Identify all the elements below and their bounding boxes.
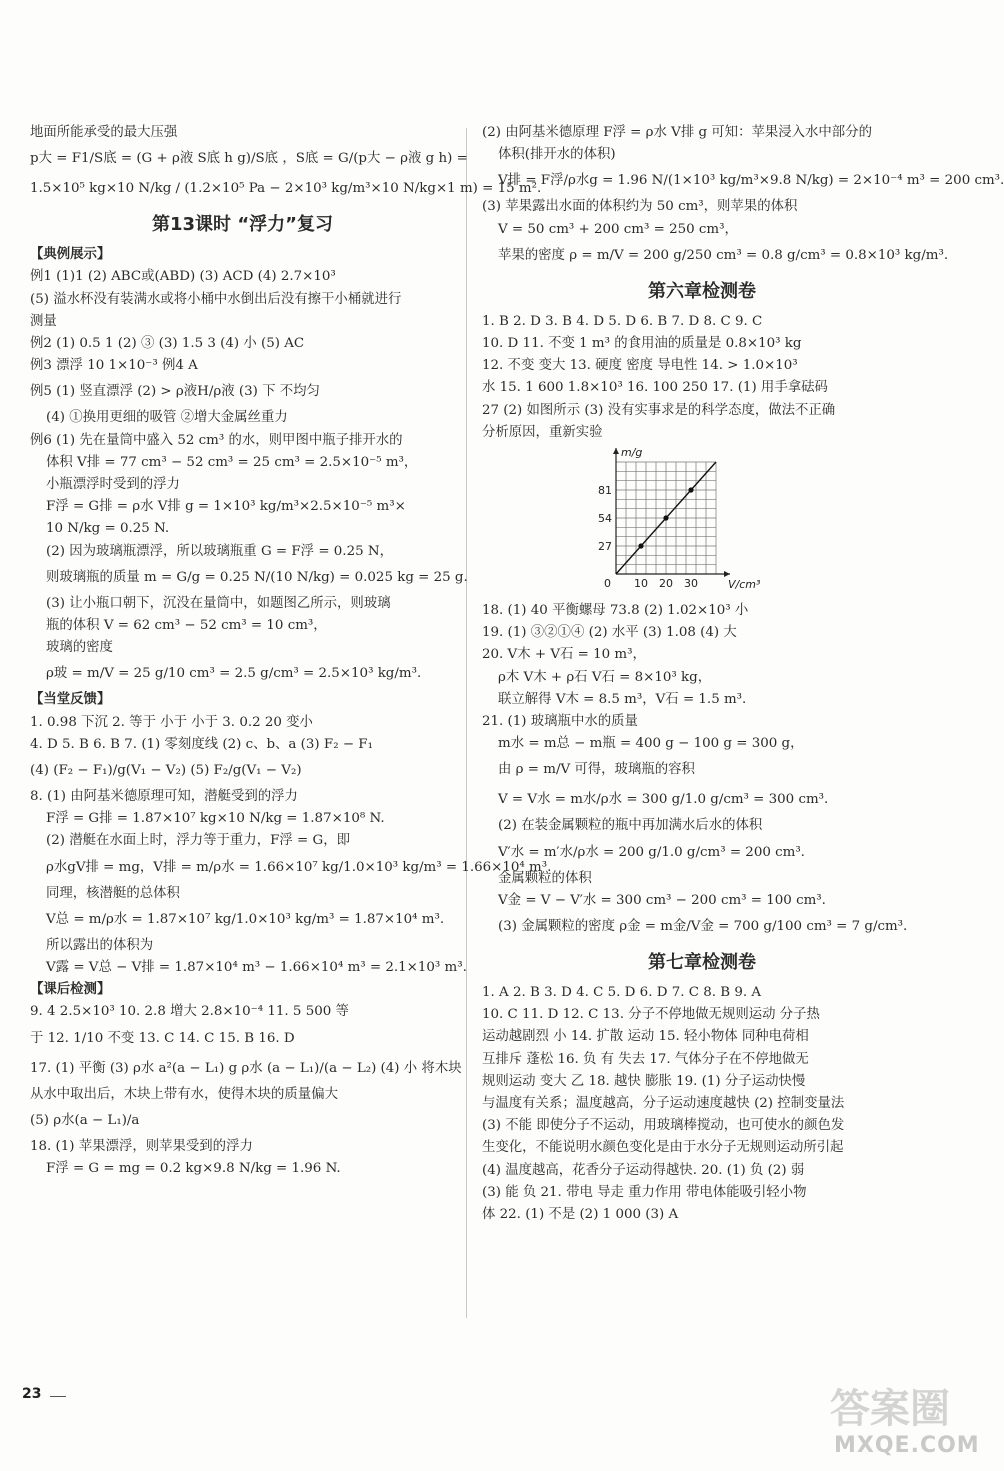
ch6-line: 10. D 11. 不变 1 m³ 的食用油的质量是 0.8×10³ kg — [482, 336, 802, 352]
ch6-line: 27 (2) 如图所示 (3) 没有实事求是的科学态度，做法不正确 — [482, 402, 836, 418]
ch7-line: 与温度有关系；温度越高，分子运动速度越快 (2) 控制变量法 — [482, 1096, 845, 1112]
after-line: (5) ρ水(a − L₁)/a — [30, 1112, 140, 1128]
ch7-line: (3) 能 负 21. 带电 导走 重力作用 带电体能吸引轻小物 — [482, 1184, 807, 1200]
ch6-line: V′水 = m′水/ρ水 = 200 g/1.0 g/cm³ = 200 cm³. — [498, 844, 805, 860]
ch7-line: 1. A 2. B 3. D 4. C 5. D 6. D 7. C 8. B 9. A — [482, 985, 762, 1001]
ch6-line: 分析原因，重新实验 — [482, 424, 603, 440]
feedback-line: F浮 = G排 = 1.87×10⁷ kg×10 N/kg = 1.87×10⁸ N. — [46, 811, 385, 827]
example-line: 体积 V排 = 77 cm³ − 52 cm³ = 25 cm³ = 2.5×10⁻⁵ m³， — [46, 454, 418, 470]
intro-line-1: 地面所能承受的最大压强 — [30, 125, 178, 140]
apple-line: (3) 苹果露出水面的体积约为 50 cm³，则苹果的体积 — [482, 199, 798, 215]
ch6-line: m水 = m总 − m瓶 = 400 g − 100 g = 300 g， — [498, 736, 804, 752]
origin-label: 0 — [604, 577, 611, 591]
ch6-line: V = V水 = m水/ρ水 = 300 g/1.0 g/cm³ = 300 cm³. — [498, 792, 829, 808]
data-point — [688, 487, 693, 492]
ch7-line: 运动越剧烈 小 14. 扩散 运动 15. 轻小物体 同种电荷相 — [482, 1029, 809, 1045]
feedback-line: 1. 0.98 下沉 2. 等于 小于 小于 3. 0.2 20 变小 — [30, 714, 313, 730]
apple-line: (2) 由阿基米德原理 F浮 = ρ水 V排 g 可知：苹果浸入水中部分的 — [482, 125, 872, 140]
ch7-line: 互排斥 蓬松 16. 负 有 失去 17. 气体分子在不停地做无 — [482, 1051, 809, 1067]
example-line: 10 N/kg = 0.25 N. — [46, 521, 170, 537]
ch6-line: 20. V木 + V石 = 10 m³， — [482, 647, 646, 663]
example-line: (3) 让小瓶口朝下，沉没在量筒中，如题图乙所示，则玻璃 — [46, 595, 391, 611]
after-line: 从水中取出后，木块上带有水，使得木块的质量偏大 — [30, 1086, 338, 1102]
watermark-chars: 答案圈 — [830, 1386, 950, 1432]
x-tick-label: 20 — [659, 577, 673, 591]
x-axis-label: V/cm³ — [728, 578, 761, 592]
page-number-rule — [50, 1396, 66, 1397]
apple-line: 苹果的密度 ρ = m/V = 200 g/250 cm³ = 0.8 g/cm³ = 0.8×10³ kg/m³. — [498, 247, 949, 263]
example-line: (2) 因为玻璃瓶漂浮，所以玻璃瓶重 G = F浮 = 0.25 N， — [46, 543, 393, 559]
section-examples: 【典例展示】 — [30, 247, 111, 263]
ch6-line: 联立解得 V木 = 8.5 m³，V石 = 1.5 m³. — [498, 691, 747, 707]
ch6-line: 金属颗粒的体积 — [498, 870, 592, 886]
example-line: ρ玻 = m/V = 25 g/10 cm³ = 2.5 g/cm³ = 2.5×10³ kg/m³. — [46, 666, 422, 682]
section-feedback: 【当堂反馈】 — [30, 692, 111, 708]
feedback-line: V总 = m/ρ水 = 1.87×10⁷ kg/1.0×10³ kg/m³ = 1.87×10⁴ m³. — [46, 911, 445, 927]
after-line: 17. (1) 平衡 (3) ρ水 a²(a − L₁) g ρ水 (a − L₁)/(a − L₂) (4) 小 将木块 — [30, 1060, 462, 1076]
after-line: 于 12. 1/10 不变 13. C 14. C 15. B 16. D — [30, 1030, 295, 1046]
ch6-line: (2) 在装金属颗粒的瓶中再加满水后水的体积 — [498, 818, 763, 834]
example-line: 小瓶漂浮时受到的浮力 — [46, 477, 180, 493]
example-line: F浮 = G排 = ρ水 V排 g = 1×10³ kg/m³×2.5×10⁻⁵ m³× — [46, 499, 406, 515]
ch6-line: 12. 不变 变大 13. 硬度 密度 导电性 14. > 1.0×10³ — [482, 358, 798, 374]
example-line: 例5 (1) 竖直漂浮 (2) > ρ液H/ρ液 (3) 下 不均匀 — [30, 384, 320, 400]
example-line: (4) ①换用更细的吸管 ②增大金属丝重力 — [46, 410, 288, 426]
ch7-line: (4) 温度越高，花香分子运动得越快. 20. (1) 负 (2) 弱 — [482, 1162, 805, 1178]
intro-line-3: 1.5×10⁵ kg×10 N/kg / (1.2×10⁵ Pa − 2×10³ kg/m³×10 N/kg×1 m) = 15 m². — [30, 181, 542, 197]
section-after-class: 【课后检测】 — [30, 982, 111, 998]
x-tick-label: 10 — [634, 577, 648, 591]
example-line: 例1 (1)1 (2) ABC或(ABD) (3) ACD (4) 2.7×10³ — [30, 269, 336, 285]
example-line: 例6 (1) 先在量筒中盛入 52 cm³ 的水，则甲图中瓶子排开水的 — [30, 432, 403, 448]
y-tick-label: 27 — [598, 540, 612, 554]
intro-line-2: p大 = F1/S底 = (G + ρ液 S底 h g)/S底 ，S底 = G/(p大 − ρ液 g h) = — [30, 151, 468, 167]
y-tick-label: 54 — [598, 512, 612, 526]
chapter7-title: 第七章检测卷 — [648, 952, 756, 974]
ch6-line: (3) 金属颗粒的密度 ρ金 = m金/V金 = 700 g/100 cm³ = 7 g/cm³. — [498, 919, 908, 935]
feedback-line: 4. D 5. B 6. B 7. (1) 零刻度线 (2) c、b、a (3) F₂ − F₁ — [30, 736, 373, 752]
column-divider — [466, 128, 467, 1318]
ch7-line: 10. C 11. D 12. C 13. 分子不停地做无规则运动 分子热 — [482, 1007, 820, 1023]
ch6-line: 21. (1) 玻璃瓶中水的质量 — [482, 714, 638, 730]
x-tick-label: 30 — [684, 577, 698, 591]
ch7-line: 体 22. (1) 不是 (2) 1 000 (3) A — [482, 1207, 679, 1223]
after-line: 18. (1) 苹果漂浮，则苹果受到的浮力 — [30, 1138, 253, 1154]
feedback-line: 8. (1) 由阿基米德原理可知，潜艇受到的浮力 — [30, 789, 298, 805]
ch6-line: 19. (1) ③②①④ (2) 水平 (3) 1.08 (4) 大 — [482, 625, 737, 641]
ch6-line: 水 15. 1 600 1.8×10³ 16. 100 250 17. (1) 用手拿砝码 — [482, 380, 828, 396]
x-axis-arrow — [724, 571, 730, 577]
example-line: 例3 漂浮 10 1×10⁻³ 例4 A — [30, 358, 198, 374]
lesson-title: 第13课时 “浮力”复习 — [152, 214, 333, 236]
example-line: 则玻璃瓶的质量 m = G/g = 0.25 N/(10 N/kg) = 0.025 kg = 25 g. — [46, 569, 468, 585]
ch6-line: V金 = V − V′水 = 300 cm³ − 200 cm³ = 100 cm³. — [498, 892, 826, 908]
example-line: 玻璃的密度 — [46, 640, 113, 656]
after-line: 9. 4 2.5×10³ 10. 2.8 增大 2.8×10⁻⁴ 11. 5 500 等 — [30, 1004, 349, 1020]
chapter6-title: 第六章检测卷 — [648, 280, 756, 302]
feedback-line: 所以露出的体积为 — [46, 937, 154, 953]
y-axis-label: m/g — [621, 446, 643, 460]
page-number: 23 — [22, 1386, 42, 1402]
ch6-line: 由 ρ = m/V 可得，玻璃瓶的容积 — [498, 762, 695, 778]
data-point — [638, 543, 643, 548]
ch7-line: 生变化，不能说明水颜色变化是由于水分子无规则运动所引起 — [482, 1140, 844, 1156]
after-line: F浮 = G = mg = 0.2 kg×9.8 N/kg = 1.96 N. — [46, 1161, 341, 1177]
feedback-line: V露 = V总 − V排 = 1.87×10⁴ m³ − 1.66×10⁴ m³ = 2.1×10³ m³. — [46, 960, 467, 976]
ch6-line: 18. (1) 40 平衡螺母 73.8 (2) 1.02×10³ 小 — [482, 603, 749, 619]
ch7-line: 规则运动 变大 乙 18. 越快 膨胀 19. (1) 分子运动快慢 — [482, 1073, 806, 1089]
watermark-domain: MXQE.COM — [834, 1433, 980, 1458]
feedback-line: (2) 潜艇在水面上时，浮力等于重力，F浮 = G，即 — [46, 833, 350, 849]
mass-volume-chart — [586, 446, 761, 596]
feedback-line: (4) (F₂ − F₁)/g(V₁ − V₂) (5) F₂/g(V₁ − V₂) — [30, 763, 302, 779]
ch6-line: 1. B 2. D 3. B 4. D 5. D 6. B 7. D 8. C 9. C — [482, 313, 763, 329]
right-column — [482, 122, 1004, 1226]
feedback-line: ρ水gV排 = mg，V排 = m/ρ水 = 1.66×10⁷ kg/1.0×10³ kg/m³ = 1.66×10⁴ m³. — [46, 859, 552, 875]
watermark-logo — [822, 1377, 982, 1463]
y-tick-label: 81 — [598, 484, 612, 498]
ch7-line: (3) 不能 即使分子不运动，用玻璃棒搅动，也可使水的颜色发 — [482, 1118, 845, 1134]
example-line: 例2 (1) 0.5 1 (2) ③ (3) 1.5 3 (4) 小 (5) AC — [30, 336, 305, 352]
feedback-line: 同理，核潜艇的总体积 — [46, 885, 180, 901]
apple-line: V排 = F浮/ρ水g = 1.96 N/(1×10³ kg/m³×9.8 N/kg) = 2×10⁻⁴ m³ = 200 cm³. — [498, 173, 1004, 189]
example-line: 测量 — [30, 313, 57, 329]
example-line: (5) 溢水杯没有装满水或将小桶中水倒出后没有擦干小桶就进行 — [30, 291, 402, 307]
example-line: 瓶的体积 V = 62 cm³ − 52 cm³ = 10 cm³， — [46, 618, 327, 634]
apple-line: 体积(排开水的体积) — [498, 147, 616, 163]
apple-line: V = 50 cm³ + 200 cm³ = 250 cm³， — [498, 221, 738, 237]
data-point — [663, 515, 668, 520]
y-axis-arrow — [613, 448, 619, 454]
ch6-line: ρ木 V木 + ρ石 V石 = 8×10³ kg， — [498, 669, 712, 685]
